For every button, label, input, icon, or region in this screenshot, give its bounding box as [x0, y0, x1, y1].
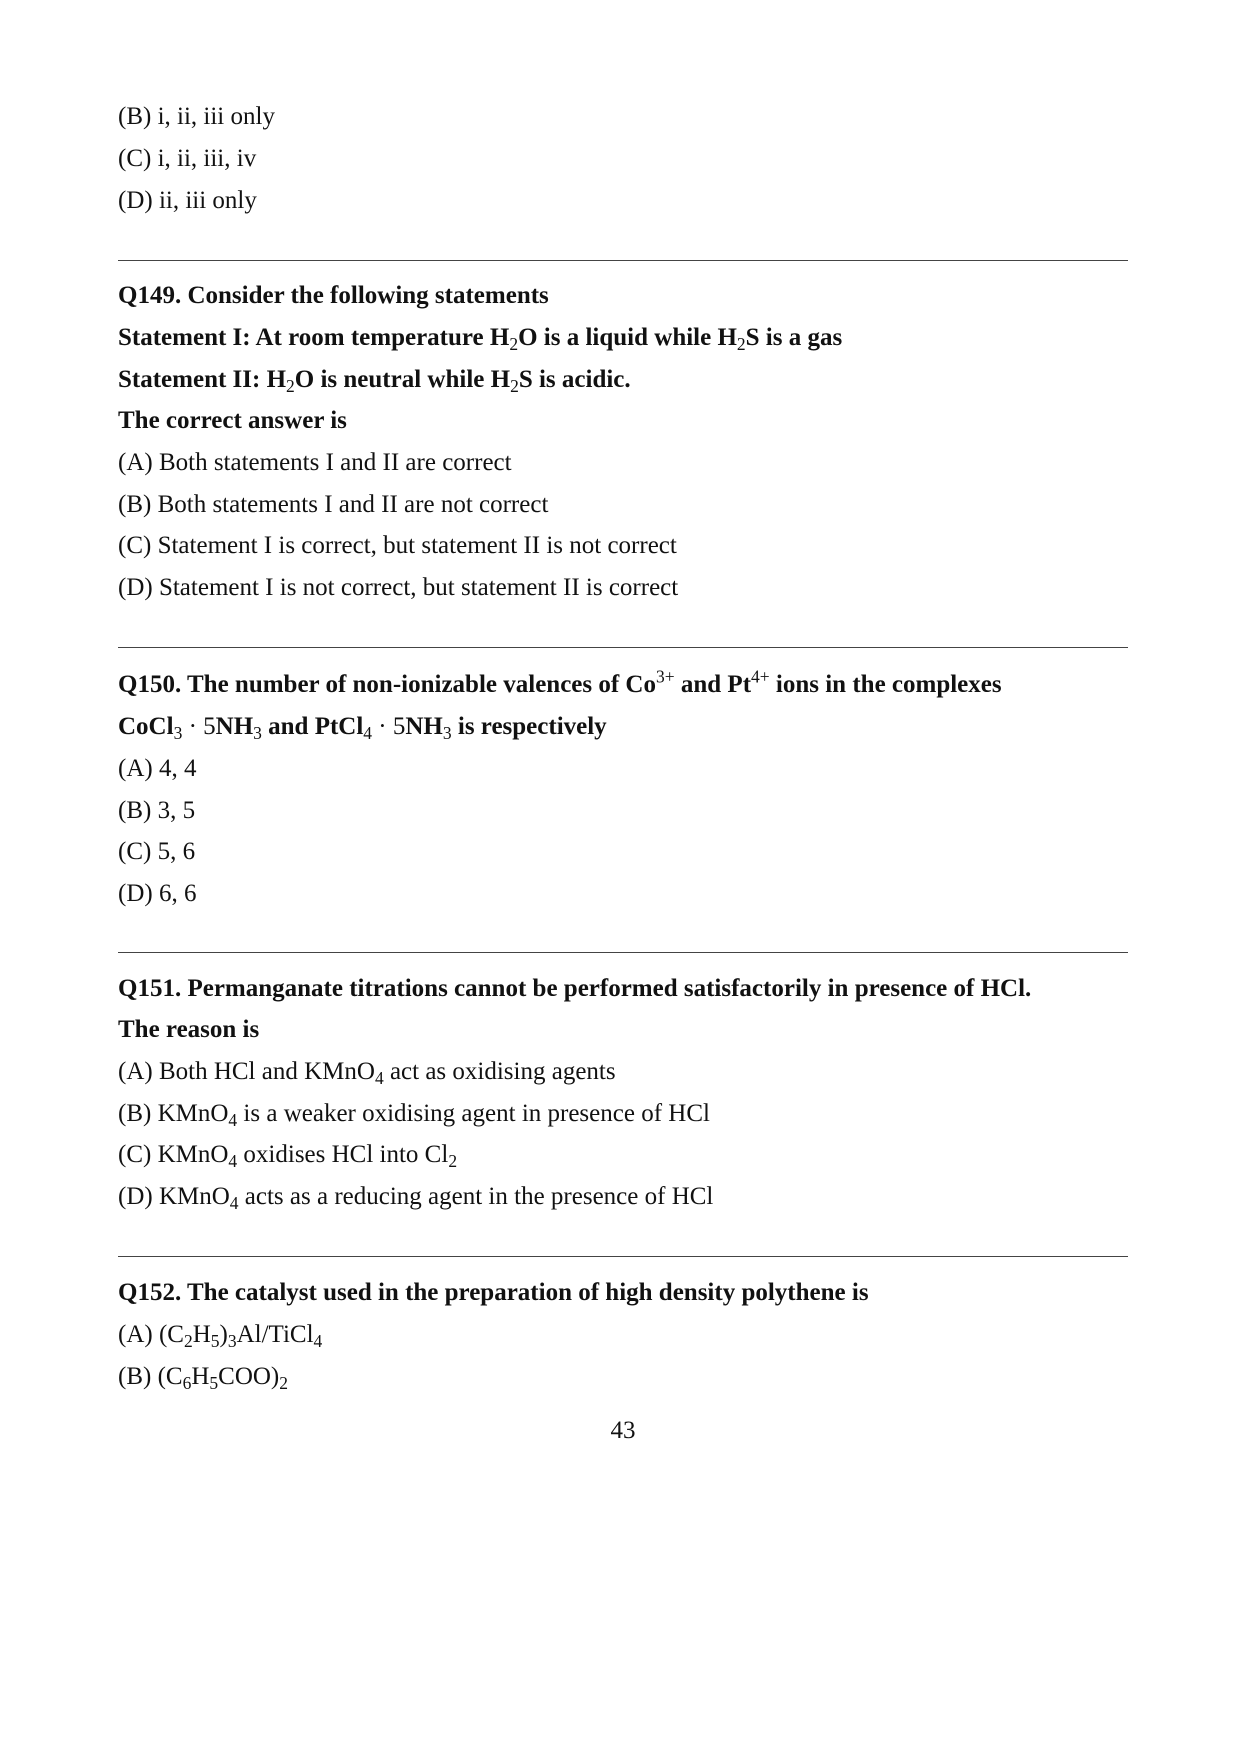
q152-option-a: (A) $(C_2H_5)_3Al/TiCl_4$ — [118, 1321, 323, 1351]
q151-title-line-2: The reason is — [118, 1016, 260, 1043]
q149-statement-2: Statement II: $H_2O$ is neutral while $H_2S$ is acidic. — [118, 366, 631, 396]
q151-title-line-1: Q151. Permanganate titrations cannot be performed satisfactorily in presence of HCl. — [118, 975, 1032, 1002]
q151-option-a: (A) Both HCl and KMnO$_4$ act as oxidising agents — [118, 1058, 616, 1088]
q149-option-a: (A) Both statements I and II are correct — [118, 449, 512, 476]
q150-title-line-1: Q150. The number of non-ionizable valences of $Co^{3+}$ and $Pt^{4+}$ ions in the complexes — [118, 666, 1002, 698]
q151-option-b: (B) KMnO$_4$ is a weaker oxidising agent in presence of HCl — [118, 1100, 710, 1130]
q149-option-b: (B) Both statements I and II are not correct — [118, 491, 549, 518]
q149-statement-1: Statement I: At room temperature $H_2O$ is a liquid while $H_2S$ is a gas — [118, 324, 843, 354]
option-b-prev: (B) i, ii, iii only — [118, 103, 275, 130]
option-c-prev: (C) i, ii, iii, iv — [118, 145, 257, 172]
option-d-prev: (D) ii, iii only — [118, 187, 257, 214]
q150-option-d: (D) 6, 6 — [118, 880, 197, 907]
q151-option-d: (D) KMnO$_4$ acts as a reducing agent in the presence of HCl — [118, 1183, 714, 1213]
q152-option-b: (B) $(C_6H_5COO)_2$ — [118, 1363, 288, 1393]
q151-option-c: (C) KMnO$_4$ oxidises HCl into $Cl_2$ — [118, 1141, 458, 1171]
q150-option-b: (B) 3, 5 — [118, 797, 196, 824]
divider-rule — [118, 1256, 1128, 1257]
q149-option-c: (C) Statement I is correct, but statement II is not correct — [118, 532, 677, 559]
q150-title-line-2: CoCl$_3$ · $5NH_3$ and PtCl$_4$ · $5NH_3$ is respectively — [118, 713, 607, 743]
divider-rule — [118, 260, 1128, 261]
q149-title: Q149. Consider the following statements — [118, 282, 549, 309]
q149-option-d: (D) Statement I is not correct, but statement II is correct — [118, 574, 679, 601]
divider-rule — [118, 952, 1128, 953]
q152-title: Q152. The catalyst used in the preparation of high density polythene is — [118, 1279, 869, 1306]
q149-prompt: The correct answer is — [118, 407, 347, 434]
divider-rule — [118, 647, 1128, 648]
document-page — [118, 0, 1128, 1754]
q150-option-c: (C) 5, 6 — [118, 838, 196, 865]
page-number: 43 — [610, 1417, 636, 1444]
q150-option-a: (A) 4, 4 — [118, 755, 197, 782]
